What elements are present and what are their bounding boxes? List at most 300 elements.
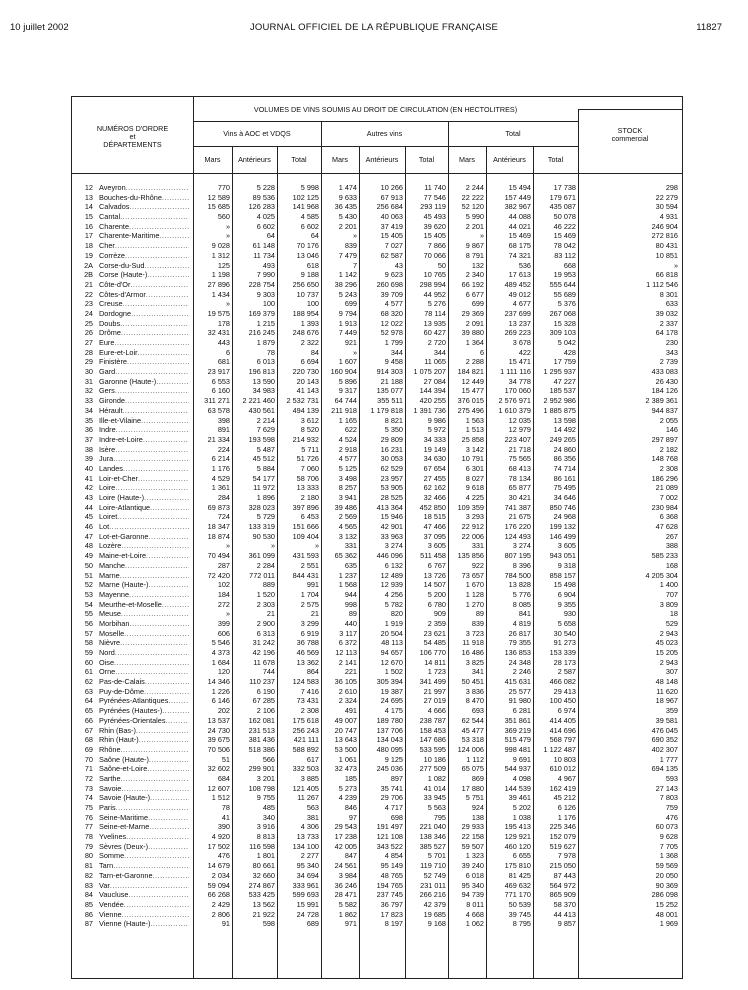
table-cell: 724	[217, 512, 230, 522]
department-name: Somme .....	[99, 851, 189, 861]
table-cell: 50 539	[508, 899, 531, 909]
table-cell: 73 431	[296, 696, 319, 706]
table-cell: 146 499	[549, 531, 576, 541]
table-cell: 32 660	[252, 870, 275, 880]
table-cell: 169 379	[248, 308, 275, 318]
table-cell: 331	[344, 541, 357, 551]
table-cell: 47 466	[423, 522, 446, 532]
table-cell: 89	[348, 609, 357, 619]
table-cell: 529	[665, 618, 678, 628]
table-cell: 7 978	[557, 851, 576, 861]
department-name: Saône (Haute-) .....	[99, 755, 189, 765]
table-cell: 1 434	[211, 289, 230, 299]
table-cell: 4 306	[300, 822, 319, 832]
table-cell: 102 125	[292, 192, 319, 202]
table-cell: 414 696	[549, 725, 576, 735]
table-cell: 914 303	[376, 367, 403, 377]
table-row	[72, 222, 684, 232]
department-number: 33	[84, 396, 93, 406]
table-cell: 847	[344, 851, 357, 861]
department-number: 30	[84, 367, 93, 377]
table-cell: 39 745	[508, 909, 531, 919]
table-cell: 144 394	[419, 386, 446, 396]
table-row	[72, 425, 684, 435]
table-cell: 2 806	[211, 909, 230, 919]
table-cell: 298 994	[419, 279, 446, 289]
table-cell: 29 706	[380, 793, 403, 803]
table-cell: 15 494	[508, 183, 531, 192]
department-number: 78	[84, 832, 93, 842]
table-cell: 2 900	[256, 618, 275, 628]
table-cell: 3 132	[338, 531, 357, 541]
table-cell: 998 481	[504, 744, 531, 754]
table-cell: 20 504	[380, 628, 403, 638]
table-cell: 1 777	[659, 754, 678, 764]
table-cell: 2 610	[338, 686, 357, 696]
table-row	[72, 493, 684, 503]
table-cell: 15 469	[508, 231, 531, 241]
table-cell: 13 237	[508, 318, 531, 328]
table-cell: 110 237	[249, 677, 275, 687]
table-cell: 690 352	[651, 735, 678, 745]
table-cell: 39 240	[461, 861, 484, 871]
table-cell: 160 904	[330, 367, 357, 377]
table-cell: 59 569	[655, 861, 678, 871]
table-cell: 13 562	[252, 899, 275, 909]
table-cell: 30 540	[553, 628, 576, 638]
table-cell: 10 266	[380, 183, 403, 192]
table-cell: 332 503	[292, 764, 319, 774]
table-cell: 588 892	[292, 744, 319, 754]
table-cell: 485	[262, 803, 275, 812]
table-cell: 2 288	[465, 357, 484, 367]
column-header-departements: NUMÉROS D'ORDRE et DÉPARTEMENTS	[96, 124, 169, 149]
table-cell: 89 536	[252, 192, 275, 202]
table-cell: »	[352, 347, 357, 357]
table-cell: 78 114	[424, 308, 446, 318]
table-row	[72, 813, 684, 823]
department-name: Bouches-du-Rhône .....	[99, 193, 189, 203]
table-cell: 12 939	[380, 580, 403, 590]
table-cell: 95 340	[296, 861, 319, 871]
department-name: Sarthe .....	[99, 774, 189, 784]
table-cell: 344	[390, 347, 403, 357]
department-name: Corrèze .....	[99, 251, 189, 261]
table-cell: 1 112 546	[646, 279, 678, 289]
table-cell: 839	[344, 241, 357, 251]
table-cell: 2 091	[465, 318, 484, 328]
table-cell: 5 701	[427, 851, 446, 861]
table-cell: 17 823	[380, 909, 403, 919]
table-row	[72, 464, 684, 474]
table-cell: 293 119	[420, 202, 446, 212]
table-cell: 2 055	[659, 415, 678, 425]
table-cell: 45 023	[655, 638, 678, 648]
table-cell: 1 393	[300, 318, 319, 328]
table-cell: 1 563	[465, 415, 484, 425]
table-cell: 17 738	[553, 183, 576, 192]
table-cell: 39 620	[423, 221, 446, 231]
table-cell: 668	[563, 260, 576, 270]
table-cell: 230 984	[651, 502, 678, 512]
table-cell: 75 565	[508, 454, 531, 464]
subheader-anterieurs: Antérieurs	[238, 155, 271, 164]
table-cell: 42 196	[252, 648, 275, 657]
table-cell: 15 469	[553, 231, 576, 241]
table-cell: 9 303	[256, 289, 275, 299]
table-row	[72, 299, 684, 309]
table-cell: 228 754	[248, 279, 275, 289]
table-cell: 72 420	[207, 570, 230, 580]
table-row	[72, 445, 684, 455]
table-cell: 6 313	[256, 628, 275, 638]
table-cell: 256 650	[292, 279, 319, 289]
department-name: Pyrénées-Orientales .....	[99, 716, 189, 726]
table-cell: 135 856	[457, 551, 484, 561]
table-cell: »	[479, 231, 484, 241]
department-number: 76	[84, 812, 93, 822]
table-cell: 53 500	[334, 744, 357, 754]
department-name: Yvelines .....	[99, 832, 189, 842]
table-cell: 7	[352, 260, 357, 270]
table-cell: 741 387	[504, 502, 531, 512]
table-cell: 108 798	[248, 783, 275, 793]
department-number: 34	[84, 405, 93, 415]
table-cell: 5 276	[427, 299, 446, 309]
department-number: 87	[84, 919, 93, 929]
table-cell: 238 787	[419, 715, 446, 725]
department-number: 16	[84, 221, 93, 231]
table-cell: 42 379	[423, 899, 446, 909]
table-row	[72, 590, 684, 600]
table-row	[72, 706, 684, 716]
table-cell: 8 257	[338, 483, 357, 493]
table-row	[72, 474, 684, 484]
table-cell: 2 201	[338, 221, 357, 231]
table-cell: 369 219	[504, 725, 531, 735]
table-cell: 4 920	[211, 832, 230, 842]
department-number: 69	[84, 744, 93, 754]
table-cell: 27 896	[207, 279, 230, 289]
table-cell: 144 539	[504, 783, 531, 793]
table-cell: 23 957	[380, 473, 403, 483]
table-cell: 184 126	[651, 386, 678, 396]
table-cell: 125	[217, 260, 230, 270]
table-cell: 9 317	[338, 386, 357, 396]
table-cell: 4 225	[465, 493, 484, 502]
table-cell: 1 368	[659, 851, 678, 861]
table-cell: 249 265	[549, 434, 576, 444]
table-cell: 86 161	[553, 473, 576, 483]
table-cell: 14 492	[553, 425, 576, 435]
table-cell: 1 176	[211, 463, 230, 473]
table-cell: 42 901	[380, 522, 403, 532]
table-cell: 97	[348, 812, 357, 822]
table-cell: 385 527	[419, 841, 446, 851]
table-cell: 52 978	[380, 328, 403, 338]
table-cell: 22 006	[461, 531, 484, 541]
table-cell: 157 449	[504, 192, 531, 202]
table-cell: 36 797	[380, 899, 403, 909]
department-name: Paris .....	[99, 803, 189, 813]
department-number: 60	[84, 657, 93, 667]
table-cell: 5 884	[256, 463, 275, 473]
table-cell: 141 968	[292, 202, 319, 212]
table-cell: 844 431	[292, 570, 319, 580]
table-cell: 80 431	[655, 241, 678, 251]
table-cell: 11 267	[297, 793, 319, 803]
table-cell: 16 231	[380, 444, 403, 454]
department-number: 46	[84, 522, 93, 532]
table-cell: 2 943	[659, 657, 678, 667]
table-cell: 4 854	[384, 851, 403, 861]
table-cell: 560	[217, 212, 230, 222]
department-number: 19	[84, 250, 93, 260]
table-cell: 202	[217, 706, 230, 716]
department-name: Doubs .....	[99, 319, 189, 329]
divider	[72, 173, 682, 174]
table-cell: 33 963	[380, 531, 403, 541]
table-cell: 460 120	[504, 841, 531, 851]
table-cell: 86 356	[553, 454, 576, 464]
table-cell: 70 176	[296, 241, 319, 251]
table-cell: 3 885	[300, 773, 319, 783]
table-row	[72, 580, 684, 590]
table-cell: 4 529	[211, 473, 230, 483]
table-cell: 381	[306, 812, 319, 822]
table-cell: 344	[433, 347, 446, 357]
department-name: Loir-et-Cher .....	[99, 474, 189, 484]
table-cell: 598	[262, 919, 275, 929]
table-cell: 7 629	[256, 425, 275, 435]
table-cell: 41	[221, 812, 230, 822]
department-number: 55	[84, 609, 93, 619]
table-row	[72, 890, 684, 900]
table-row	[72, 406, 684, 416]
table-cell: 28 173	[553, 657, 576, 667]
table-cell: 2 214	[256, 415, 275, 425]
table-cell: 18	[669, 609, 678, 619]
table-cell: 286 098	[651, 890, 678, 900]
table-cell: 6 694	[300, 357, 319, 367]
table-cell: 284	[217, 493, 230, 502]
table-cell: 29 369	[461, 308, 484, 318]
table-row	[72, 726, 684, 736]
table-cell: 12 489	[380, 570, 403, 580]
table-row	[72, 483, 684, 493]
table-cell: 3 117	[339, 628, 357, 638]
table-cell: 13 935	[423, 318, 446, 328]
table-cell: 922	[471, 560, 484, 570]
department-number: 75	[84, 803, 93, 812]
table-cell: 248 676	[292, 328, 319, 338]
table-cell: 1 969	[659, 919, 678, 929]
department-number: 82	[84, 870, 93, 880]
table-cell: 94 739	[461, 890, 484, 900]
table-cell: 2 337	[659, 318, 678, 328]
table-cell: 6 655	[512, 851, 531, 861]
table-cell: 4 175	[384, 706, 403, 716]
table-cell: 476	[217, 851, 230, 861]
table-cell: 1 913	[338, 318, 357, 328]
department-number: 86	[84, 909, 93, 919]
table-cell: 563	[306, 803, 319, 812]
table-cell: 622	[344, 425, 357, 435]
department-number: 22	[84, 289, 93, 299]
table-row	[72, 212, 684, 222]
table-cell: 26 817	[508, 628, 531, 638]
table-cell: 11 734	[253, 250, 275, 260]
table-cell: 351 861	[504, 715, 531, 725]
table-cell: 689	[306, 919, 319, 929]
department-name: Tarn .....	[99, 861, 189, 871]
table-cell: 277 509	[419, 764, 446, 774]
table-cell: 21 675	[508, 512, 531, 522]
department-number: 66	[84, 715, 93, 725]
subheader-mars: Mars	[459, 155, 475, 164]
table-cell: 18 347	[207, 522, 230, 532]
table-cell: 27 084	[423, 376, 446, 386]
table-cell: 6 018	[465, 870, 484, 880]
table-row	[72, 319, 684, 329]
table-cell: 69 873	[207, 502, 230, 512]
table-cell: 21	[310, 609, 319, 619]
department-name: Marne (Haute-) .....	[99, 580, 189, 590]
table-cell: 480 095	[376, 744, 403, 754]
table-row	[72, 755, 684, 765]
table-cell: 991	[306, 580, 319, 590]
table-cell: 533 425	[248, 890, 275, 900]
table-cell: 6 974	[557, 706, 576, 716]
department-number: 70	[84, 754, 93, 764]
table-cell: 1 919	[384, 618, 403, 628]
table-cell: 10 791	[461, 454, 484, 464]
table-cell: 6 190	[256, 686, 275, 696]
table-cell: 2 587	[557, 667, 576, 677]
table-cell: 6 013	[256, 357, 275, 367]
table-cell: 1 879	[256, 338, 275, 347]
subheader-total: Total	[291, 155, 307, 164]
table-cell: 2 429	[211, 899, 230, 909]
header-date: 10 juillet 2002	[10, 22, 69, 33]
table-cell: 78 134	[508, 473, 531, 483]
table-cell: 75 495	[553, 483, 576, 493]
table-cell: 14 811	[424, 657, 446, 667]
department-number: 59	[84, 648, 93, 657]
table-cell: 599 693	[292, 890, 319, 900]
table-cell: 48 765	[380, 870, 403, 880]
table-cell: 7 705	[659, 841, 678, 851]
table-cell: 519 627	[549, 841, 576, 851]
table-cell: 491	[344, 706, 357, 716]
table-cell: »	[225, 541, 230, 551]
department-name: Indre-et-Loire .....	[99, 435, 189, 445]
group-header-aoc: Vins à AOC et VDQS	[223, 129, 291, 138]
table-cell: »	[352, 231, 357, 241]
department-name: Indre .....	[99, 425, 189, 435]
table-cell: 2 575	[300, 599, 319, 609]
table-cell: 1 062	[465, 919, 484, 929]
table-cell: 52 120	[461, 202, 484, 212]
table-cell: 22 912	[461, 522, 484, 532]
department-number: 32	[84, 386, 93, 396]
department-number: 15	[84, 212, 93, 222]
department-number: 40	[84, 463, 93, 473]
table-cell: 3 984	[338, 870, 357, 880]
table-cell: 19 953	[553, 270, 576, 280]
department-number: 50	[84, 560, 93, 570]
table-cell: 6 126	[557, 803, 576, 812]
department-number: 21	[84, 279, 93, 289]
table-cell: 64 178	[655, 328, 678, 338]
table-cell: 1 270	[465, 599, 484, 609]
table-cell: 4 668	[465, 909, 484, 919]
department-number: 35	[84, 415, 93, 425]
table-cell: 5 972	[427, 425, 446, 435]
table-cell: 443	[217, 338, 230, 347]
table-cell: 45 493	[423, 212, 446, 222]
table-cell: 134 043	[376, 735, 403, 745]
table-cell: 4 677	[512, 299, 531, 309]
department-name: Cher .....	[99, 241, 189, 251]
table-cell: 381 436	[248, 735, 275, 745]
table-cell: 9 458	[384, 357, 403, 367]
table-row	[72, 261, 684, 271]
table-cell: 13 598	[553, 415, 576, 425]
table-cell: 100	[306, 299, 319, 309]
table-cell: 12 670	[380, 657, 403, 667]
table-row	[72, 910, 684, 920]
table-cell: 28 471	[334, 890, 357, 900]
table-cell: 193 598	[248, 434, 275, 444]
table-cell: 186 296	[651, 473, 678, 483]
table-cell: 10 737	[296, 289, 319, 299]
department-number: 80	[84, 851, 93, 861]
table-cell: 65 877	[508, 483, 531, 493]
table-cell: 12 979	[508, 425, 531, 435]
table-cell: 341 499	[419, 677, 446, 687]
table-cell: 772 011	[249, 570, 275, 580]
table-cell: 74 321	[508, 250, 531, 260]
table-cell: 22 279	[655, 192, 678, 202]
table-row	[72, 687, 684, 697]
table-cell: 63 578	[207, 405, 230, 415]
department-number: 39	[84, 454, 93, 464]
table-cell: 1 312	[211, 250, 230, 260]
department-name: Vaucluse .....	[99, 890, 189, 900]
table-cell: 839	[471, 618, 484, 628]
table-cell: 7 803	[659, 793, 678, 803]
department-number: 49	[84, 551, 93, 561]
table-cell: 343	[665, 347, 678, 357]
table-cell: 35 741	[380, 783, 403, 793]
table-cell: 6 919	[300, 628, 319, 638]
table-cell: 9 168	[427, 919, 446, 929]
table-cell: 188 954	[292, 308, 319, 318]
table-cell: 909	[433, 609, 446, 619]
table-cell: 422	[518, 347, 531, 357]
table-cell: 493	[262, 260, 275, 270]
table-row	[72, 900, 684, 910]
table-cell: 39 675	[207, 735, 230, 745]
table-cell: 53 318	[461, 735, 484, 745]
table-cell: 297 897	[651, 434, 678, 444]
table-cell: 27 143	[655, 783, 678, 793]
table-cell: 6 132	[384, 560, 403, 570]
table-cell: 469 632	[504, 880, 531, 890]
table-cell: 8 470	[465, 696, 484, 706]
table-cell: 699	[344, 299, 357, 309]
